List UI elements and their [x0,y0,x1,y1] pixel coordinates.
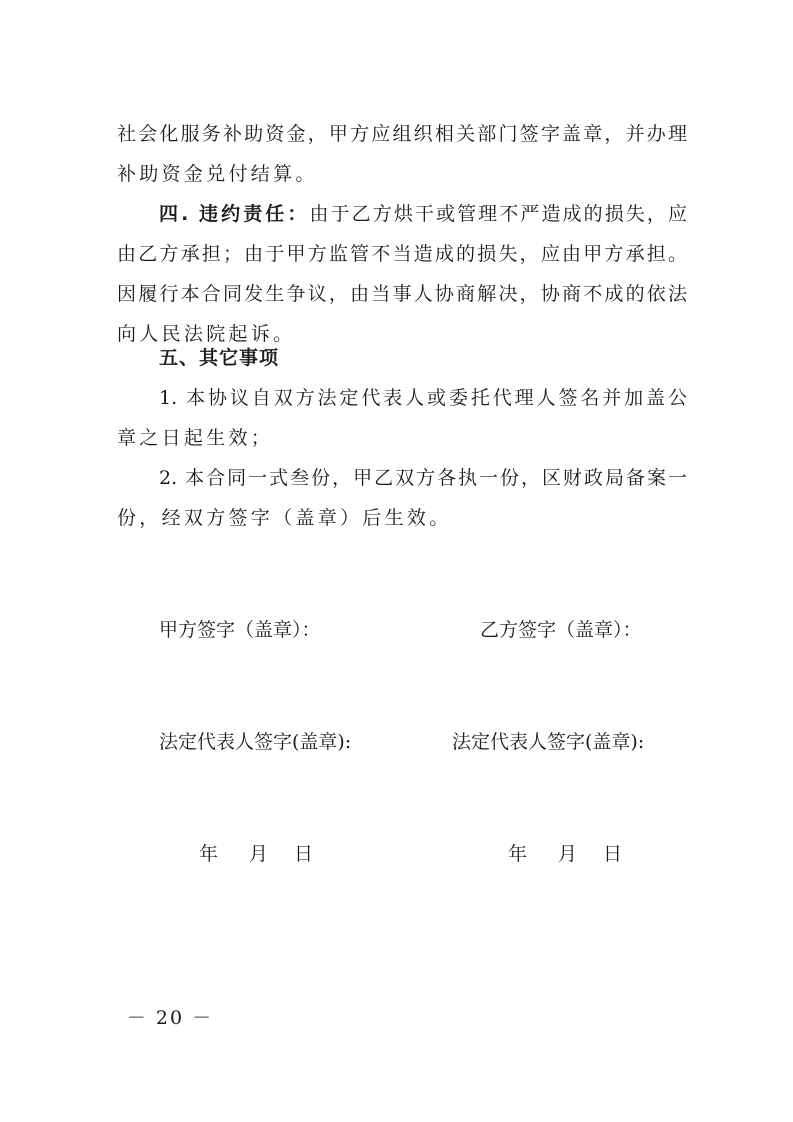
item-2-line-1: 2. 本合同一式叁份，甲乙双方各执一份，区财政局备案一 [159,467,687,489]
paragraph-subsidy-line-2: 补助资金兑付结算。 [117,163,318,185]
section-4-line-1 [159,204,687,224]
section-4-line-2: 由乙方承担；由于甲方监管不当造成的损失，应由甲方承担。 [117,243,687,265]
party-b-date [508,844,624,864]
item-1-line-1: 1. 本协议自双方法定代表人或委托代理人签名并加盖公 [159,387,687,409]
day-label: 日 [294,843,316,865]
section-4-line-4: 向人民法院起诉。 [117,323,296,345]
party-a-representative-label: 法定代表人签字(盖章): [159,731,352,753]
year-label: 年 [199,843,221,865]
year-label: 年 [508,843,530,865]
party-b-signature-label: 乙方签字（盖章）： [480,619,642,641]
month-label: 月 [249,843,271,865]
section-4-heading: 四. 违约责任： [159,203,310,225]
party-a-signature-label: 甲方签字（盖章）： [159,619,321,641]
item-1-line-2: 章之日起生效； [117,427,274,449]
party-a-date [199,844,315,864]
party-b-representative-label: 法定代表人签字(盖章): [452,731,645,753]
section-5-heading: 五、其它事项 [159,347,280,369]
section-4-line-3: 因履行本合同发生争议，由当事人协商解决，协商不成的依法 [117,283,687,305]
section-4-text: 由于乙方烘干或管理不严造成的损失，应 [309,203,687,225]
item-2-line-2: 份，经双方签字（盖章）后生效。 [117,507,452,529]
paragraph-subsidy-line-1: 社会化服务补助资金，甲方应组织相关部门签字盖章，并办理 [117,123,687,145]
month-label: 月 [558,843,580,865]
page-number: － 20 － [126,1007,214,1029]
day-label: 日 [603,843,625,865]
